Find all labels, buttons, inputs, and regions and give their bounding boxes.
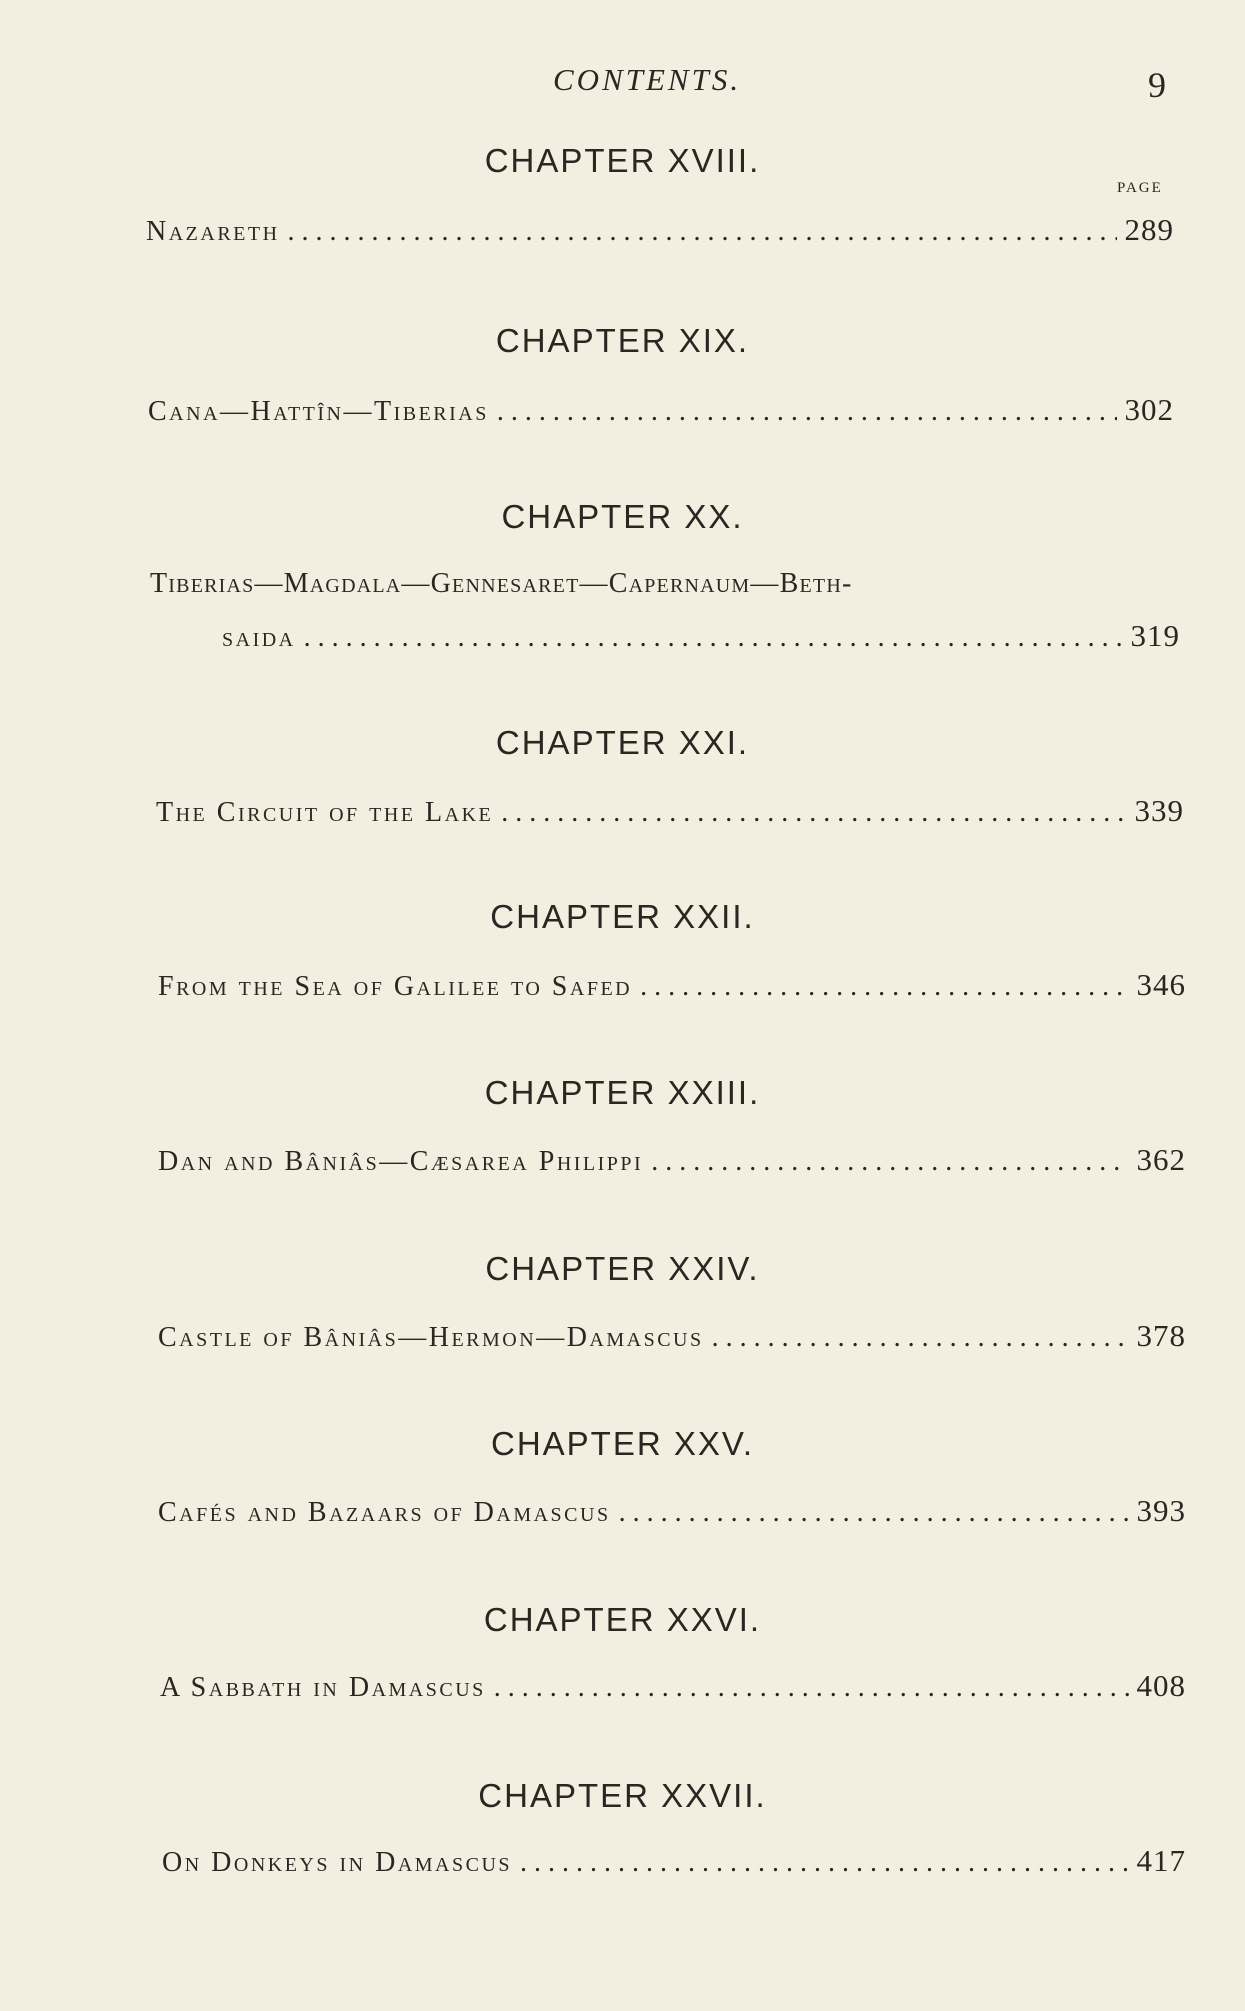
dot-leader xyxy=(640,971,1128,1003)
dot-leader xyxy=(497,396,1117,428)
entry-title: Nazareth xyxy=(146,216,280,247)
entry-page: 417 xyxy=(1136,1843,1186,1878)
page-column-label: PAGE xyxy=(1117,180,1163,196)
dot-leader xyxy=(304,622,1123,654)
chapter-heading: CHAPTER XVIII. xyxy=(484,142,761,179)
chapter-heading: CHAPTER XIX. xyxy=(495,322,750,359)
toc-entry xyxy=(148,392,1174,428)
toc-entry xyxy=(162,1843,1186,1879)
toc-entry xyxy=(158,1493,1186,1529)
entry-page: 393 xyxy=(1136,1493,1186,1528)
dot-leader xyxy=(501,797,1126,829)
page-number: 9 xyxy=(1148,65,1166,105)
chapter-heading: CHAPTER XXV. xyxy=(490,1425,755,1462)
running-head xyxy=(0,62,1245,112)
toc-entry xyxy=(158,967,1186,1003)
toc-entry xyxy=(156,793,1184,829)
dot-leader xyxy=(494,1672,1129,1704)
dot-leader xyxy=(712,1322,1129,1354)
entry-title: Cana—Hattîn—Tiberias xyxy=(148,396,489,427)
chapter-heading: CHAPTER XXI. xyxy=(495,724,750,761)
entry-page: 289 xyxy=(1124,212,1174,247)
entry-title: From the Sea of Galilee to Safed xyxy=(158,971,633,1002)
toc-entry xyxy=(158,1318,1186,1354)
chapter-heading: CHAPTER XXIII. xyxy=(484,1074,761,1111)
toc-entry xyxy=(158,1142,1186,1178)
entry-page: 319 xyxy=(1130,618,1180,653)
entry-title-line: Tiberias—Magdala—Gennesaret—Capernaum—Beth- xyxy=(150,568,853,599)
entry-page: 378 xyxy=(1136,1318,1186,1353)
toc-entry xyxy=(222,618,1180,654)
entry-title: Castle of Bâniâs—Hermon—Damascus xyxy=(158,1322,704,1353)
entry-page: 362 xyxy=(1136,1142,1186,1177)
entry-title: The Circuit of the Lake xyxy=(156,797,494,828)
chapter-heading: CHAPTER XXVI. xyxy=(483,1601,762,1638)
running-title: CONTENTS. xyxy=(553,62,742,97)
chapter-heading: CHAPTER XXIV. xyxy=(485,1250,760,1287)
entry-page: 346 xyxy=(1136,967,1186,1002)
dot-leader xyxy=(520,1847,1128,1879)
dot-leader xyxy=(651,1146,1128,1178)
chapter-heading: CHAPTER XXVII. xyxy=(478,1777,767,1814)
toc-entry xyxy=(160,1668,1186,1704)
dot-leader xyxy=(288,216,1117,248)
entry-title: saida xyxy=(222,622,296,653)
entry-page: 339 xyxy=(1134,793,1184,828)
chapter-heading: CHAPTER XXII. xyxy=(490,898,755,935)
dot-leader xyxy=(619,1497,1129,1529)
entry-title: On Donkeys in Damascus xyxy=(162,1847,513,1878)
entry-page: 408 xyxy=(1136,1668,1186,1703)
toc-entry xyxy=(146,212,1174,248)
entry-title: Cafés and Bazaars of Damascus xyxy=(158,1497,611,1528)
chapter-heading: CHAPTER XX. xyxy=(501,498,744,535)
entry-title: Dan and Bâniâs—Cæsarea Philippi xyxy=(158,1146,644,1177)
entry-page: 302 xyxy=(1124,392,1174,427)
entry-title: A Sabbath in Damascus xyxy=(160,1672,486,1703)
